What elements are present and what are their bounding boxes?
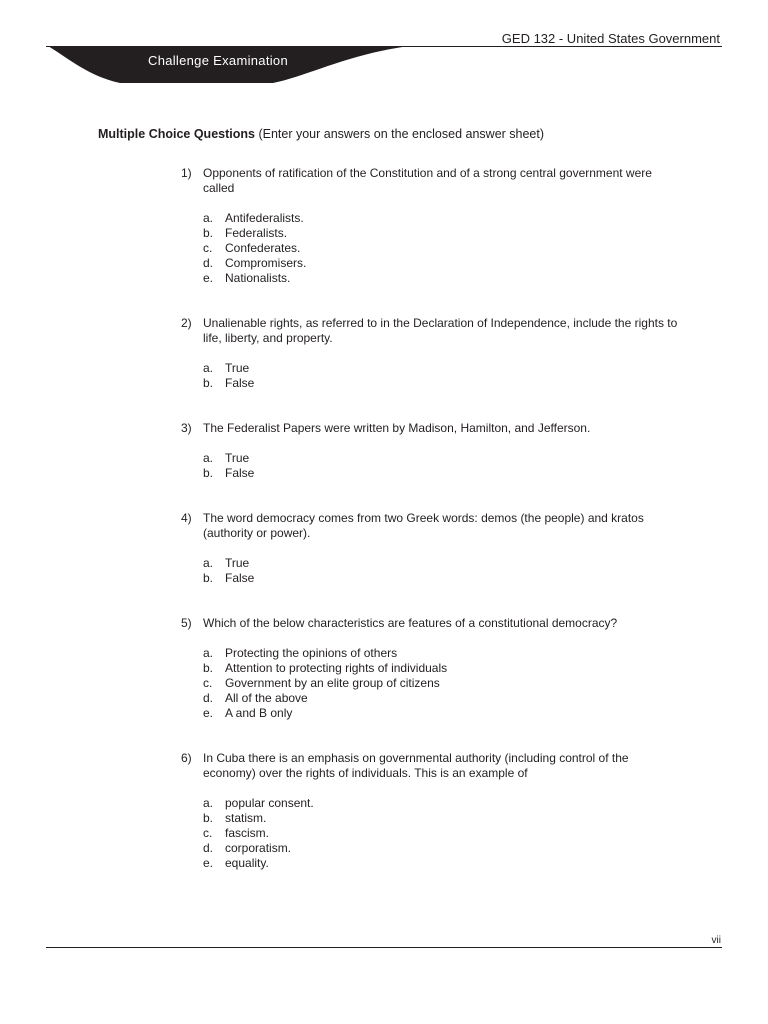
option-text: All of the above — [225, 691, 308, 705]
option-text: False — [225, 571, 255, 585]
section-heading — [98, 127, 544, 141]
question-body — [203, 511, 681, 586]
question-body — [203, 616, 681, 721]
option-letter: a. — [203, 211, 214, 225]
option-text: Compromisers. — [225, 256, 307, 270]
question-text: The word democracy comes from two Greek words: demos (the people) and kratos (authority or power). — [203, 511, 644, 540]
option-letter: b. — [203, 571, 214, 585]
answer-option — [203, 796, 681, 811]
option-letter: e. — [203, 856, 214, 870]
question-number: 4) — [181, 511, 192, 525]
question-item — [181, 316, 681, 391]
question-body — [203, 421, 681, 481]
option-text: Protecting the opinions of others — [225, 646, 398, 660]
option-text: statism. — [225, 811, 267, 825]
question-number: 5) — [181, 616, 192, 630]
answer-option — [203, 646, 681, 661]
question-number: 2) — [181, 316, 192, 330]
answer-option — [203, 226, 681, 241]
question-item — [181, 421, 681, 481]
answer-option — [203, 691, 681, 706]
option-text: Antifederalists. — [225, 211, 304, 225]
answer-option — [203, 376, 681, 391]
course-title: GED 132 - United States Government — [501, 31, 720, 46]
answer-options — [203, 451, 681, 481]
option-letter: b. — [203, 811, 214, 825]
option-letter: d. — [203, 256, 214, 270]
option-letter: e. — [203, 271, 214, 285]
option-text: Government by an elite group of citizens — [225, 676, 440, 690]
answer-option — [203, 841, 681, 856]
answer-option — [203, 856, 681, 871]
option-letter: c. — [203, 241, 213, 255]
question-text: The Federalist Papers were written by Madison, Hamilton, and Jefferson. — [203, 421, 591, 435]
option-text: fascism. — [225, 826, 270, 840]
option-text: True — [225, 556, 250, 570]
question-item — [181, 616, 681, 721]
option-text: popular consent. — [225, 796, 314, 810]
section-heading-title: Multiple Choice Questions — [98, 127, 255, 141]
footer-divider — [46, 947, 722, 948]
option-letter: c. — [203, 826, 213, 840]
question-list — [181, 166, 681, 871]
question-text: In Cuba there is an emphasis on governmental authority (including control of the economy) over the rights of individuals. This is an example of — [203, 751, 629, 780]
question-number: 3) — [181, 421, 192, 435]
page-number: vii — [711, 935, 721, 946]
option-letter: d. — [203, 841, 214, 855]
answer-option — [203, 361, 681, 376]
answer-option — [203, 241, 681, 256]
question-item — [181, 511, 681, 586]
section-banner — [48, 46, 410, 83]
option-letter: a. — [203, 361, 214, 375]
option-letter: a. — [203, 451, 214, 465]
option-text: A and B only — [225, 706, 293, 720]
answer-options — [203, 556, 681, 586]
question-number: 6) — [181, 751, 192, 765]
option-letter: b. — [203, 376, 214, 390]
answer-option — [203, 811, 681, 826]
question-item — [181, 166, 681, 286]
option-letter: b. — [203, 661, 214, 675]
option-text: Nationalists. — [225, 271, 291, 285]
answer-options — [203, 646, 681, 721]
option-letter: c. — [203, 676, 213, 690]
answer-options — [203, 796, 681, 871]
option-text: corporatism. — [225, 841, 292, 855]
answer-option — [203, 256, 681, 271]
option-letter: e. — [203, 706, 214, 720]
option-text: False — [225, 466, 255, 480]
option-text: equality. — [225, 856, 269, 870]
question-number: 1) — [181, 166, 192, 180]
answer-option — [203, 571, 681, 586]
question-text: Which of the below characteristics are features of a constitutional democracy? — [203, 616, 618, 630]
option-letter: d. — [203, 691, 214, 705]
option-text: Federalists. — [225, 226, 288, 240]
question-item — [181, 751, 681, 871]
section-heading-note: (Enter your answers on the enclosed answer sheet) — [258, 127, 545, 141]
answer-option — [203, 556, 681, 571]
banner-label: Challenge Examination — [148, 53, 288, 68]
option-letter: b. — [203, 466, 214, 480]
option-letter: a. — [203, 646, 214, 660]
option-text: True — [225, 361, 250, 375]
answer-options — [203, 211, 681, 286]
question-body — [203, 316, 681, 391]
answer-option — [203, 451, 681, 466]
answer-option — [203, 661, 681, 676]
question-text: Unalienable rights, as referred to in the Declaration of Independence, include the rights to life, liberty, and property. — [203, 316, 678, 345]
option-letter: a. — [203, 796, 214, 810]
option-text: Attention to protecting rights of individuals — [225, 661, 448, 675]
answer-option — [203, 271, 681, 286]
question-text: Opponents of ratification of the Constitution and of a strong central government were called — [203, 166, 652, 195]
answer-option — [203, 706, 681, 721]
question-body — [203, 166, 681, 286]
option-text: True — [225, 451, 250, 465]
question-body — [203, 751, 681, 871]
answer-options — [203, 361, 681, 391]
option-text: False — [225, 376, 255, 390]
answer-option — [203, 676, 681, 691]
option-text: Confederates. — [225, 241, 301, 255]
option-letter: a. — [203, 556, 214, 570]
answer-option — [203, 211, 681, 226]
answer-option — [203, 466, 681, 481]
answer-option — [203, 826, 681, 841]
option-letter: b. — [203, 226, 214, 240]
